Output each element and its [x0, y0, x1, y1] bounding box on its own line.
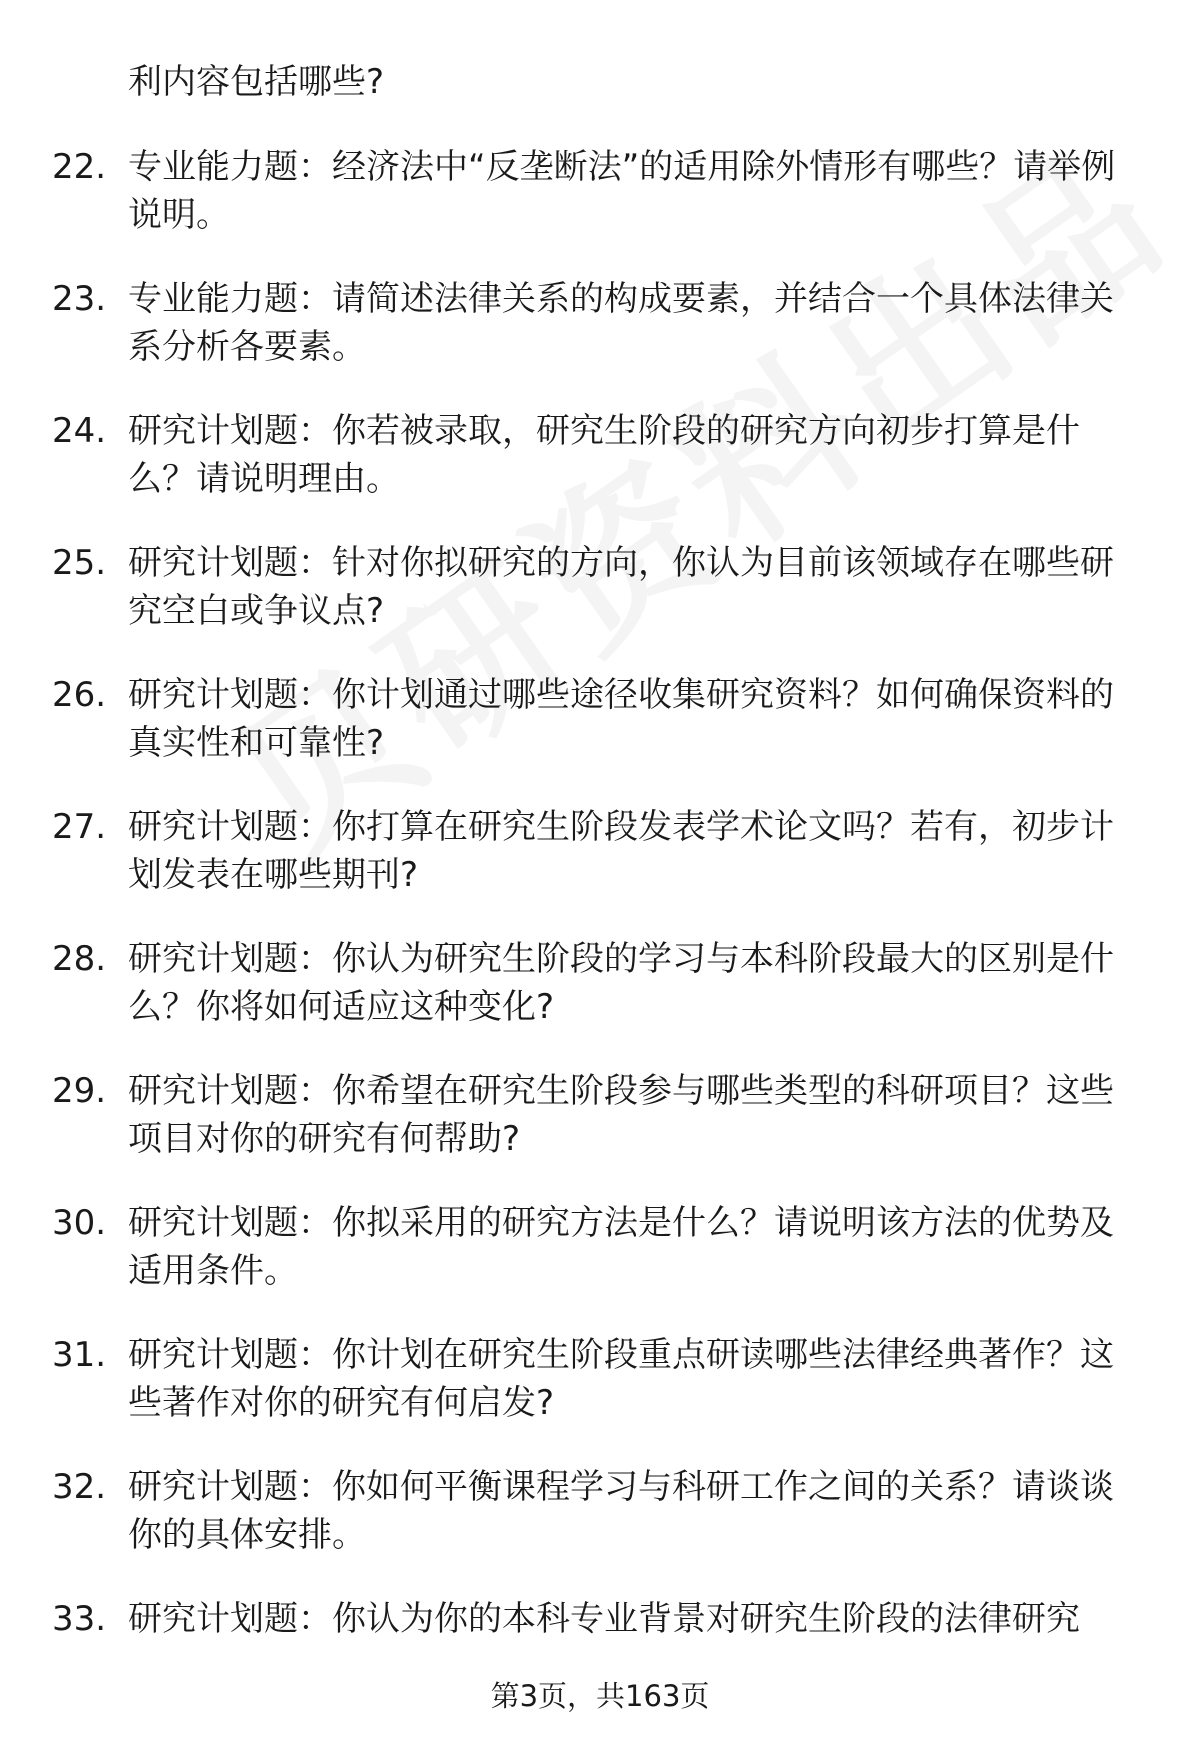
list-item [0, 671, 1200, 803]
list-item [0, 803, 1200, 935]
question-number: 32. [52, 1467, 107, 1507]
question-text: 研究计划题：你打算在研究生阶段发表学术论文吗？若有，初步计划发表在哪些期刊? [128, 807, 1114, 895]
continuation-text: 利内容包括哪些? [128, 62, 385, 102]
question-text: 研究计划题：你如何平衡课程学习与科研工作之间的关系？请谈谈你的具体安排。 [128, 1467, 1114, 1555]
question-text: 研究计划题：你计划通过哪些途径收集研究资料？如何确保资料的真实性和可靠性? [128, 675, 1114, 763]
list-item [0, 935, 1200, 1067]
question-text: 研究计划题：你若被录取，研究生阶段的研究方向初步打算是什么？请说明理由。 [128, 411, 1080, 499]
question-text: 研究计划题：针对你拟研究的方向，你认为目前该领域存在哪些研究空白或争议点? [128, 543, 1114, 631]
question-number: 23. [52, 279, 107, 319]
question-number: 26. [52, 675, 107, 715]
question-text: 研究计划题：你希望在研究生阶段参与哪些类型的科研项目？这些项目对你的研究有何帮助? [128, 1071, 1114, 1159]
list-item [0, 1199, 1200, 1331]
question-text: 专业能力题：请简述法律关系的构成要素，并结合一个具体法律关系分析各要素。 [128, 279, 1114, 367]
list-item [0, 143, 1200, 275]
question-list [0, 143, 1200, 1727]
list-item [0, 1463, 1200, 1595]
question-text: 研究计划题：你拟采用的研究方法是什么？请说明该方法的优势及适用条件。 [128, 1203, 1114, 1291]
list-item [0, 1067, 1200, 1199]
question-number: 29. [52, 1071, 107, 1111]
list-item [0, 407, 1200, 539]
list-item [0, 275, 1200, 407]
question-text: 研究计划题：你计划在研究生阶段重点研读哪些法律经典著作？这些著作对你的研究有何启发? [128, 1335, 1114, 1423]
question-text: 研究计划题：你认为研究生阶段的学习与本科阶段最大的区别是什么？你将如何适应这种变化? [128, 939, 1114, 1027]
page-number-footer: 第3页，共163页 [490, 1679, 710, 1713]
question-text: 专业能力题：经济法中“反垄断法”的适用除外情形有哪些？请举例说明。 [128, 147, 1116, 235]
question-number: 30. [52, 1203, 107, 1243]
question-number: 28. [52, 939, 107, 979]
list-item [0, 1331, 1200, 1463]
question-number: 24. [52, 411, 107, 451]
question-number: 31. [52, 1335, 107, 1375]
list-item [0, 539, 1200, 671]
question-number: 25. [52, 543, 107, 583]
question-number: 33. [52, 1599, 107, 1639]
question-number: 22. [52, 147, 107, 187]
question-text: 研究计划题：你认为你的本科专业背景对研究生阶段的法律研究 [128, 1599, 1080, 1639]
question-number: 27. [52, 807, 107, 847]
